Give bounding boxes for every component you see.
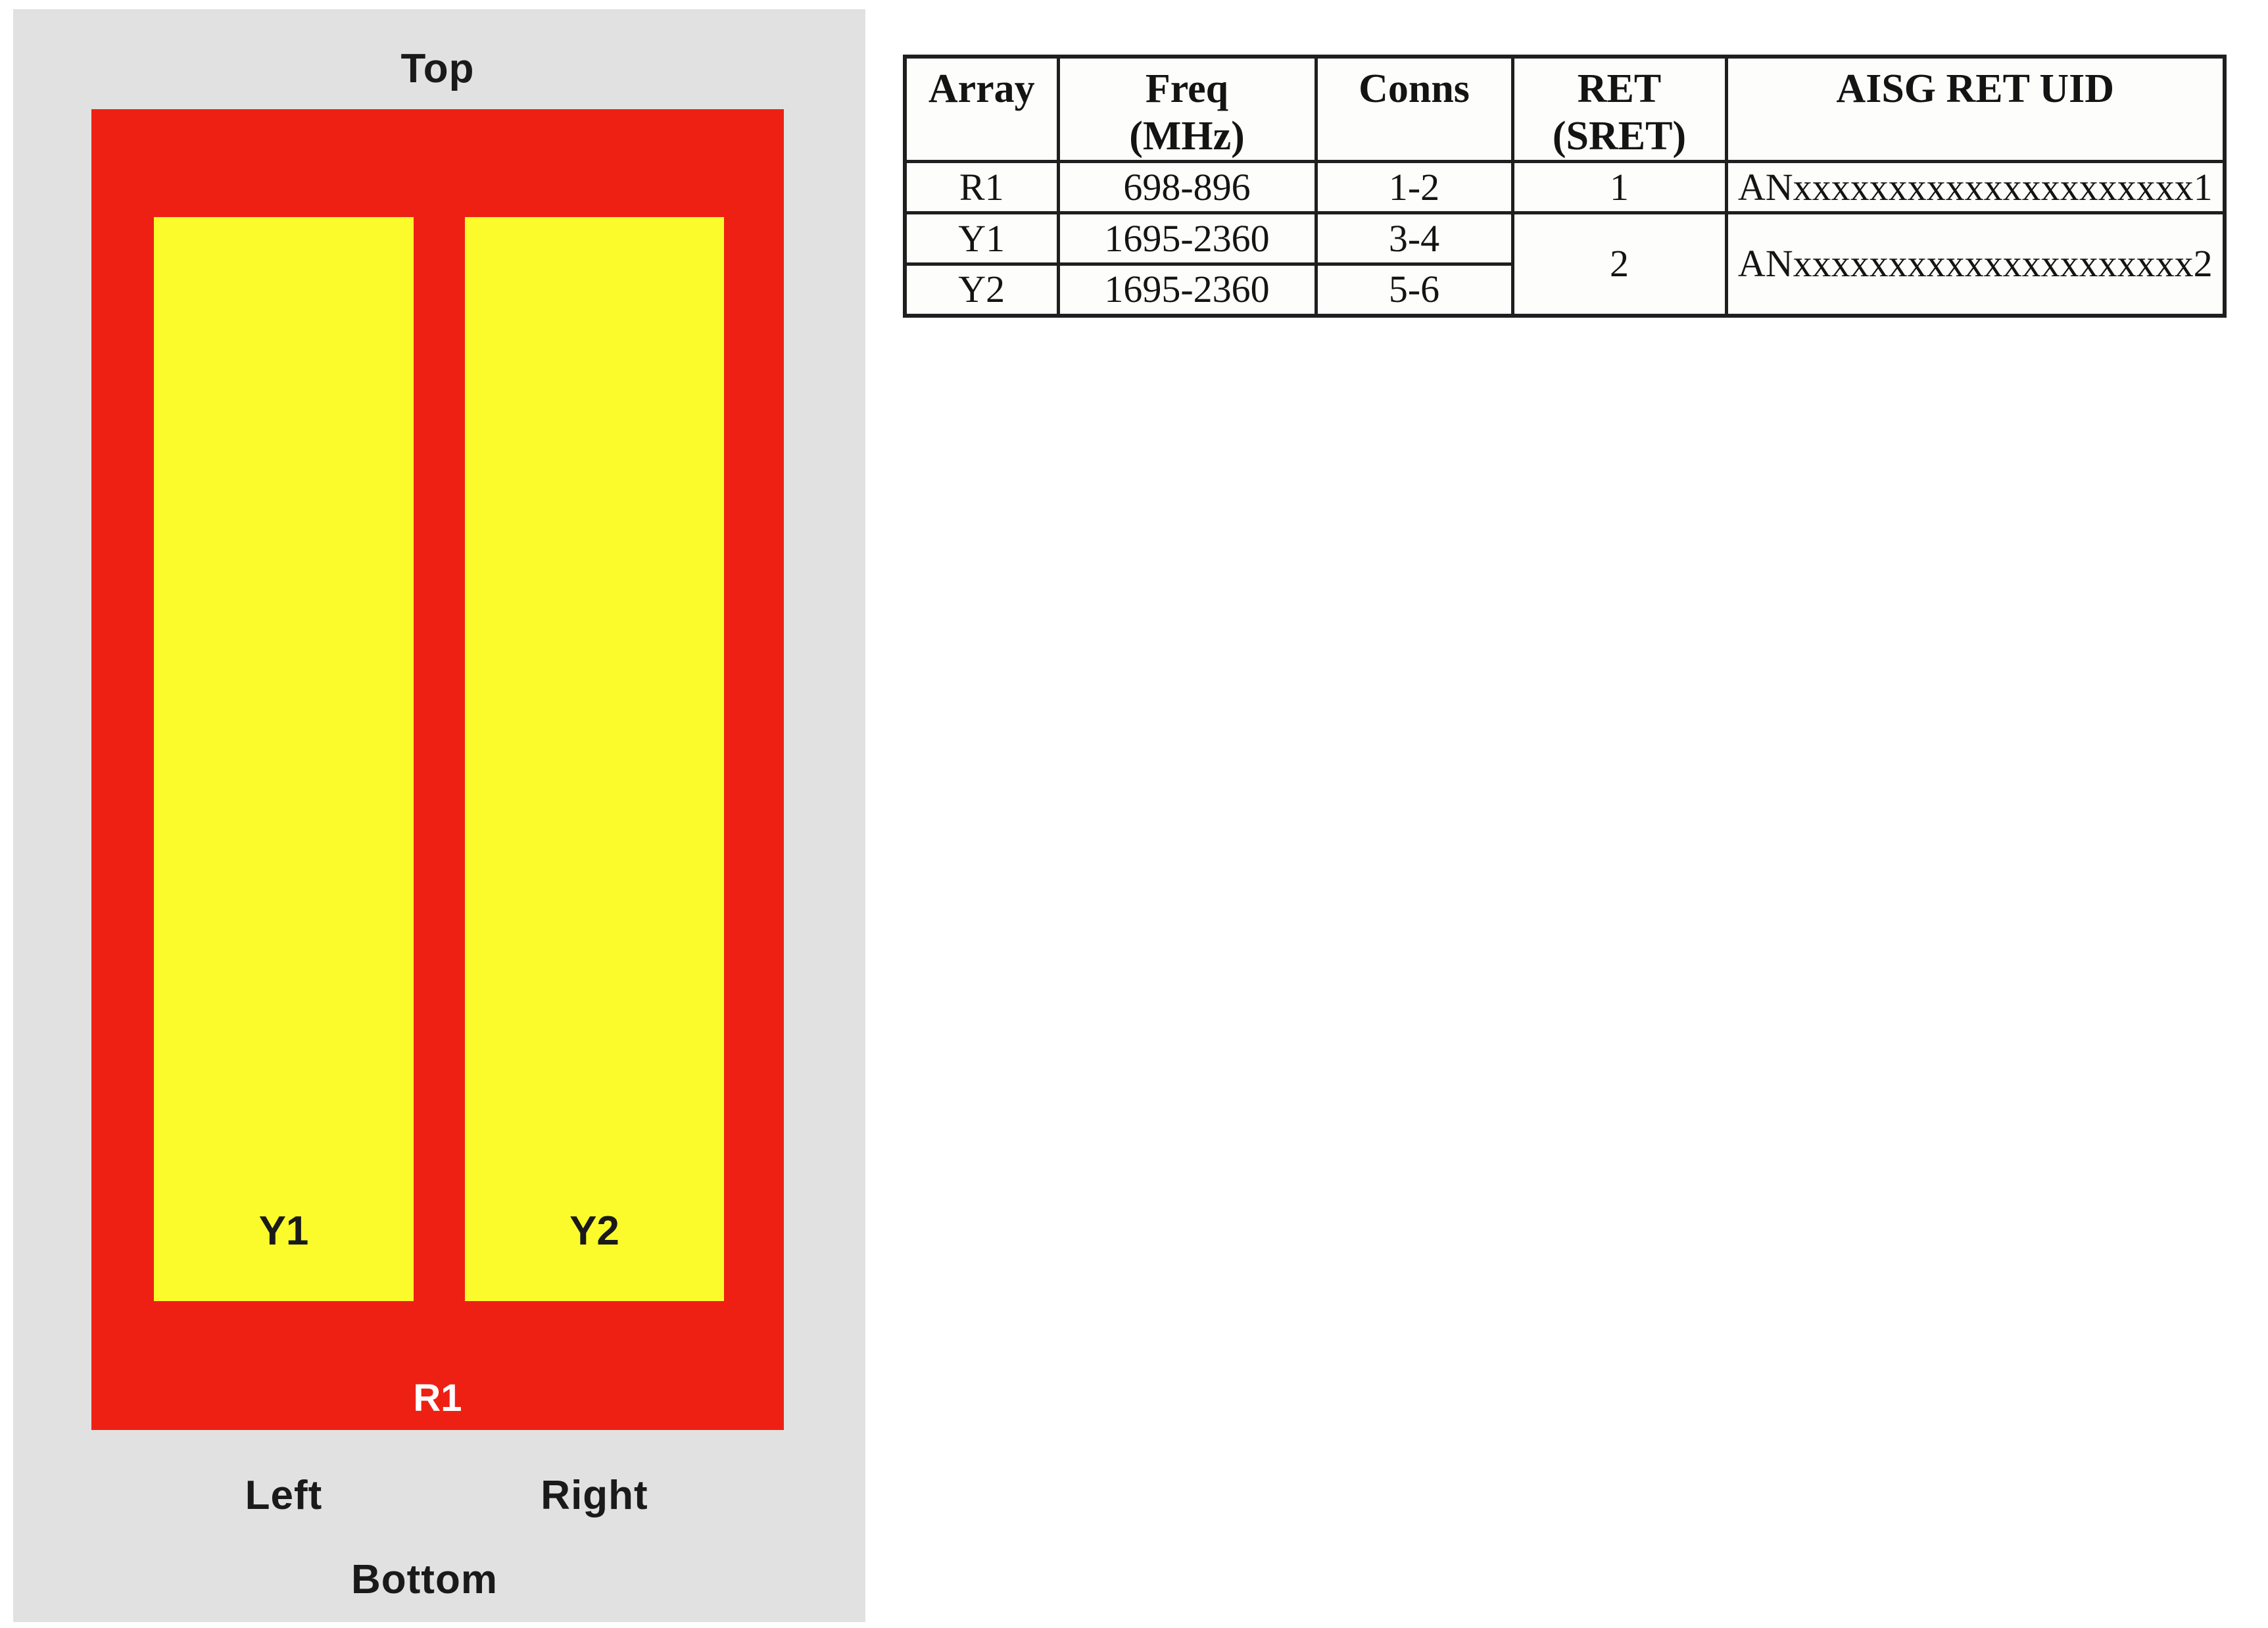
right-side-label: Right — [541, 1473, 648, 1518]
col-header-freq-line1: Freq — [1145, 66, 1229, 111]
outer-array-r1-label: R1 — [413, 1377, 462, 1419]
inner-array-y1-label: Y1 — [258, 1208, 309, 1254]
cell-y1-conns: 3-4 — [1316, 213, 1512, 264]
table-row-r1 — [905, 162, 2225, 213]
col-header-ret-line2: (SRET) — [1552, 114, 1687, 159]
table-row-y1 — [905, 213, 2225, 264]
col-header-freq-line2: (MHz) — [1129, 114, 1245, 159]
cell-r1-freq: 698-896 — [1058, 162, 1316, 213]
cell-y2-conns: 5-6 — [1316, 264, 1512, 316]
col-header-array-line1: Array — [928, 66, 1035, 111]
cell-r1-conns: 1-2 — [1316, 162, 1512, 213]
outer-array-r1 — [91, 109, 784, 1430]
col-header-ret — [1512, 57, 1726, 162]
cell-y1-y2-ret: 2 — [1512, 213, 1726, 316]
col-header-conns — [1316, 57, 1512, 162]
cell-r1-aisg-ret-uid: ANxxxxxxxxxxxxxxxxxxxxx1 — [1726, 162, 2225, 213]
cell-y1-freq: 1695-2360 — [1058, 213, 1316, 264]
cell-y2-freq: 1695-2360 — [1058, 264, 1316, 316]
cell-y1-array: Y1 — [905, 213, 1058, 264]
array-spec-table — [903, 55, 2227, 318]
bottom-side-label: Bottom — [351, 1557, 498, 1602]
cell-r1-ret: 1 — [1512, 162, 1726, 213]
col-header-aisg-ret-uid-line1: AISG RET UID — [1836, 66, 2115, 111]
col-header-freq — [1058, 57, 1316, 162]
inner-array-y1 — [154, 217, 414, 1301]
col-header-ret-line1: RET — [1577, 66, 1662, 111]
col-header-conns-line1: Conns — [1359, 66, 1470, 111]
col-header-aisg-ret-uid — [1726, 57, 2225, 162]
cell-r1-array: R1 — [905, 162, 1058, 213]
cell-y2-array: Y2 — [905, 264, 1058, 316]
table-header-row — [905, 57, 2225, 162]
left-side-label: Left — [245, 1473, 323, 1518]
inner-array-y2 — [465, 217, 724, 1301]
top-side-label: Top — [400, 46, 475, 91]
inner-array-y2-label: Y2 — [569, 1208, 619, 1254]
col-header-array — [905, 57, 1058, 162]
cell-y1-y2-aisg-ret-uid: ANxxxxxxxxxxxxxxxxxxxxx2 — [1726, 213, 2225, 316]
antenna-face-panel — [13, 9, 865, 1622]
